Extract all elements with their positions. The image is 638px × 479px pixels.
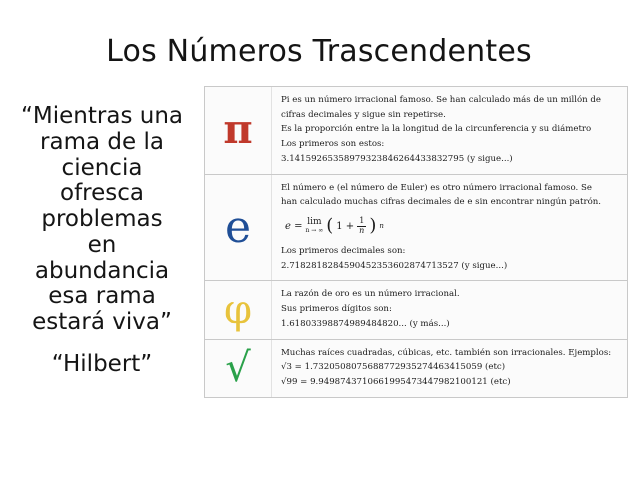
formula-one-plus: 1 +	[336, 220, 355, 232]
table-text-line: Sus primeros dígitos son:	[281, 304, 392, 315]
table-text-line: 2.7182818284590452353602874713527 (y sigue...)	[281, 260, 508, 271]
formula-limit-sub: n → ∞	[305, 227, 324, 235]
square-root-symbol	[205, 340, 272, 397]
table-text-line: Los primeros decimales son:	[281, 246, 406, 257]
table-row	[205, 175, 627, 282]
table-text-line: 1.61803398874989484820... (y más...)	[281, 318, 450, 329]
quote-line: ciencia	[61, 154, 143, 181]
table-text-line: 3.14159265358979323846264433832795 (y sigue...)	[281, 153, 513, 164]
euler-limit-formula	[285, 217, 619, 235]
table-cell-text	[272, 281, 627, 338]
quote-line: abundancia	[34, 257, 170, 284]
table-cell-text	[272, 340, 627, 397]
square-root-symbol-glyph: √	[225, 345, 251, 392]
table-text-line: Los primeros son estos:	[281, 139, 385, 150]
table-text-line: √3 = 1.7320508075688772935274463415059 (etc)	[281, 362, 506, 373]
table-text-line: han calculado muchas cifras decimales de e sin encontrar ningún patrón.	[281, 197, 602, 208]
quote-line: en	[87, 231, 117, 258]
table-text-line: cifras decimales y sigue sin repetirse.	[281, 109, 446, 120]
formula-limit	[305, 218, 323, 234]
table-text-line: Pi es un número irracional famoso. Se han calculado más de un millón de	[281, 95, 601, 105]
table-text-line: El número e (el número de Euler) es otro número irracional famoso. Se	[281, 182, 592, 193]
page-title: Los Números Trascendentes	[106, 34, 532, 69]
e-symbol-glyph: e	[224, 201, 252, 253]
formula-fraction-denominator: n	[359, 225, 365, 235]
phi-symbol	[205, 281, 272, 338]
formula-open-paren: (	[326, 215, 334, 237]
table-text-line: La razón de oro es un número irracional.	[281, 289, 460, 300]
quote-line: rama de la	[40, 128, 164, 155]
formula-limit-label: lim	[307, 217, 322, 228]
quote-author: “Hilbert”	[51, 350, 153, 377]
table-text-line: √99 = 9.9498743710661995473447982100121 (etc)	[281, 377, 511, 388]
table-text-line: Muchas raíces cuadradas, cúbicas, etc. también son irracionales. Ejemplos:	[281, 347, 612, 358]
table-row	[205, 87, 627, 175]
table-cell-text	[272, 87, 627, 174]
phi-symbol-glyph: φ	[223, 287, 252, 334]
formula-fraction	[357, 217, 366, 235]
quote-block	[4, 104, 200, 378]
table-text-line: Es la proporción entre la la longitud de la circunferencia y su diámetro	[281, 124, 592, 135]
table-row	[205, 340, 627, 397]
quote-line: problemas	[41, 206, 163, 232]
pi-symbol-glyph: π	[223, 106, 253, 154]
formula-lhs: e =	[285, 220, 303, 232]
quote-line: esa rama	[48, 283, 156, 310]
formula-exponent: n	[379, 222, 384, 231]
formula-fraction-numerator: 1	[359, 216, 365, 226]
constants-table	[204, 86, 628, 398]
quote-line: estará viva”	[32, 309, 172, 335]
pi-symbol	[205, 87, 272, 174]
formula-close-paren: )	[369, 215, 377, 237]
table-row	[205, 281, 627, 339]
table-cell-text	[272, 175, 627, 281]
quote-line: “Mientras una	[21, 103, 183, 129]
quote-line: ofresca	[60, 180, 144, 207]
e-symbol	[205, 175, 272, 281]
